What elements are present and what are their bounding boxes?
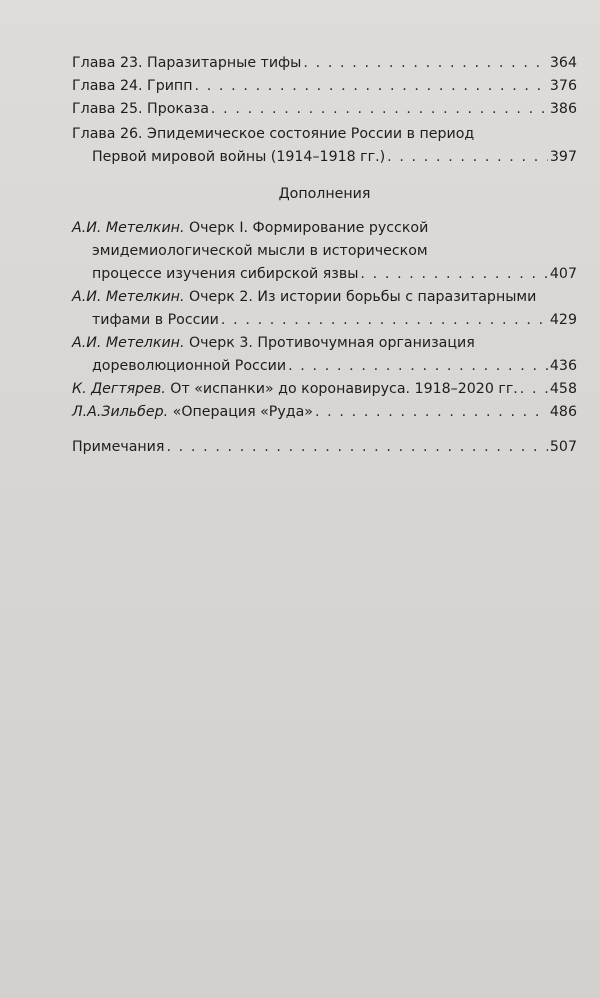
dot-leader [166, 436, 547, 458]
dot-leader [221, 309, 548, 331]
toc-entry-zilber[interactable] [72, 401, 577, 423]
entry-title-line: эмидемиологической мысли в историческом [92, 243, 428, 259]
entry-page: 458 [549, 381, 577, 397]
toc-entry-essay-1[interactable] [72, 217, 577, 239]
entry-page: 364 [549, 55, 577, 71]
entry-title-line: Очерк I. Формирование русской [184, 220, 429, 236]
toc-entry-essay-2[interactable] [72, 286, 577, 308]
dot-leader [360, 263, 547, 285]
entry-page: 486 [549, 404, 577, 420]
dot-leader [520, 378, 548, 400]
dot-leader [303, 52, 548, 74]
entry-title-line: Глава 26. Эпидемическое состояние России в период [72, 126, 475, 142]
toc-entry-notes[interactable] [72, 436, 577, 458]
toc-entry-chapter-26[interactable] [72, 123, 577, 145]
entry-author: А.И. Метелкин. [72, 289, 185, 305]
supplements-heading: Дополнения [278, 186, 371, 202]
entry-title: Глава 25. Проказа [72, 101, 209, 117]
entry-page: 436 [549, 358, 577, 374]
dot-leader [211, 98, 548, 120]
toc-entry-essay-3-end[interactable] [92, 355, 577, 377]
dot-leader [387, 146, 548, 168]
entry-page: 376 [549, 78, 577, 94]
entry-title: Глава 24. Грипп [72, 78, 193, 94]
entry-page: 407 [549, 266, 577, 282]
dot-leader [194, 75, 547, 97]
dot-leader [288, 355, 548, 377]
entry-title: От «испанки» до коронавируса. 1918–2020 гг. [165, 381, 518, 397]
toc-entry-chapter-24[interactable] [72, 75, 577, 97]
entry-title-line: Очерк 3. Противочумная организация [184, 335, 475, 351]
entry-title-line: Очерк 2. Из истории борьбы с паразитарными [184, 289, 537, 305]
entry-author: Л.А.Зильбер. [72, 404, 169, 420]
entry-title: тифами в России [92, 312, 219, 328]
entry-page: 386 [549, 101, 577, 117]
toc-entry-chapter-25[interactable] [72, 98, 577, 120]
entry-title: процессе изучения сибирской язвы [92, 266, 359, 282]
toc-entry-essay-2-end[interactable] [92, 309, 577, 331]
entry-title: дореволюционной России [92, 358, 287, 374]
entry-author: А.И. Метелкин. [72, 220, 185, 236]
toc-entry-degtyarev[interactable] [72, 378, 577, 400]
entry-title: Глава 23. Паразитарные тифы [72, 55, 302, 71]
bleed-through-text [75, 485, 595, 905]
entry-author: А.И. Метелкин. [72, 335, 185, 351]
toc-entry-chapter-26-cont[interactable] [92, 146, 577, 168]
dot-leader [315, 401, 548, 423]
entry-title: Примечания [72, 439, 165, 455]
entry-title: «Операция «Руда» [168, 404, 313, 420]
entry-page: 397 [549, 149, 577, 165]
entry-page: 507 [549, 439, 577, 455]
entry-title: Первой мировой войны (1914–1918 гг.) [92, 149, 386, 165]
entry-page: 429 [549, 312, 577, 328]
entry-author: К. Дегтярев. [72, 381, 166, 397]
toc-entry-essay-1-end[interactable] [92, 263, 577, 285]
toc-entry-chapter-23[interactable] [72, 52, 577, 74]
toc-entry-essay-1-cont [92, 240, 577, 262]
toc-entry-essay-3[interactable] [72, 332, 577, 354]
